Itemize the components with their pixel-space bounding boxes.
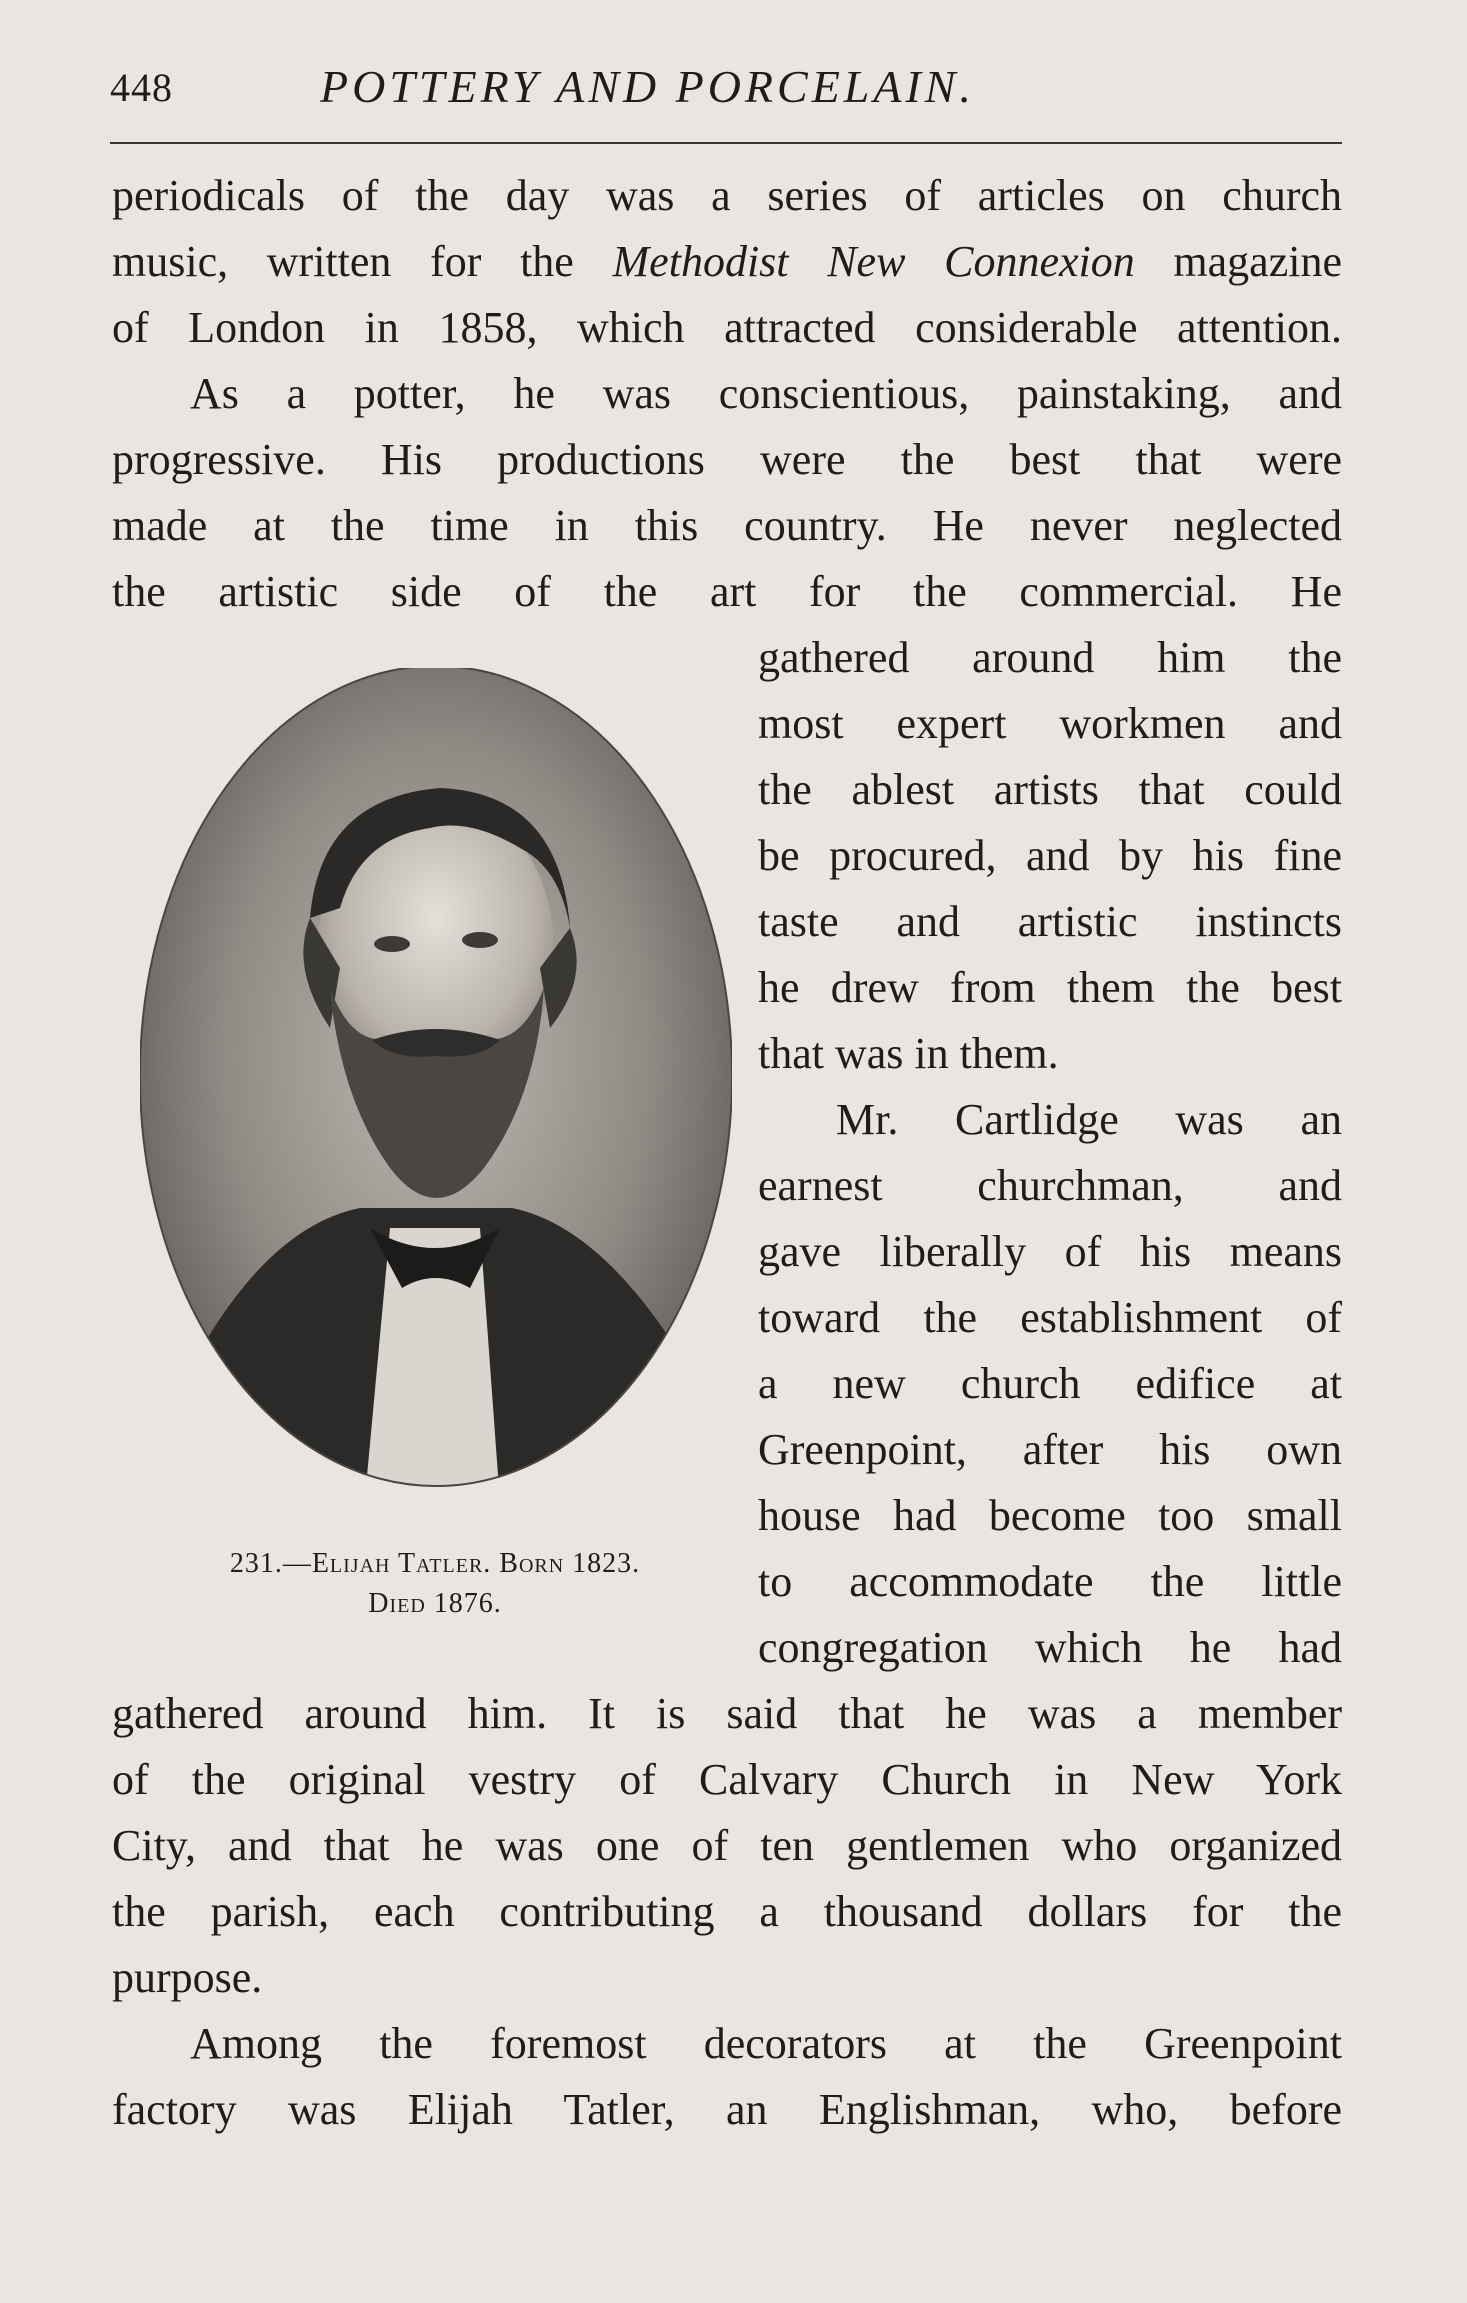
text-line: he drew from them the best bbox=[758, 963, 1342, 1012]
text-line: made at the time in this country. He never neglected bbox=[112, 501, 1342, 550]
text-line: City, and that he was one of ten gentlemen who organized bbox=[112, 1821, 1342, 1870]
text-line: the ablest artists that could bbox=[758, 765, 1342, 814]
text-line: toward the establishment of bbox=[758, 1293, 1342, 1342]
text-line: periodicals of the day was a series of articles on church bbox=[112, 171, 1342, 220]
page-number: 448 bbox=[110, 65, 173, 110]
text-line: gathered around him the bbox=[758, 633, 1342, 682]
text-line: to accommodate the little bbox=[758, 1557, 1342, 1606]
text-line bbox=[112, 236, 1342, 288]
figure-caption: Died 1876. bbox=[368, 1588, 502, 1619]
text-line: earnest churchman, and bbox=[758, 1161, 1342, 1210]
text-line: Greenpoint, after his own bbox=[758, 1425, 1342, 1474]
text-line: gathered around him. It is said that he was a member bbox=[112, 1689, 1342, 1738]
text-run: music, written for the bbox=[112, 237, 613, 286]
text-line: Among the foremost decorators at the Greenpoint bbox=[190, 2019, 1342, 2068]
portrait-figure bbox=[140, 668, 732, 1530]
portrait-image bbox=[140, 668, 732, 1530]
text-line: a new church edifice at bbox=[758, 1359, 1342, 1408]
text-line: of London in 1858, which attracted considerable attention. bbox=[112, 303, 1342, 352]
text-line: the parish, each contributing a thousand dollars for the bbox=[112, 1887, 1342, 1936]
text-line: most expert workmen and bbox=[758, 699, 1342, 748]
text-line: congregation which he had bbox=[758, 1623, 1342, 1672]
text-line: progressive. His productions were the best that were bbox=[112, 435, 1342, 484]
text-line: the artistic side of the art for the commercial. He bbox=[112, 567, 1342, 616]
text-line: purpose. bbox=[112, 1953, 263, 2002]
text-line: of the original vestry of Calvary Church in New York bbox=[112, 1755, 1342, 1804]
text-line: house had become too small bbox=[758, 1491, 1342, 1540]
running-title: POTTERY AND PORCELAIN. bbox=[320, 61, 975, 112]
text-line: factory was Elijah Tatler, an Englishman, who, before bbox=[112, 2085, 1342, 2134]
text-run: magazine bbox=[1134, 237, 1342, 286]
text-line: As a potter, he was conscientious, painstaking, and bbox=[190, 369, 1342, 418]
magazine-title: Methodist New Connexion bbox=[612, 237, 1135, 286]
text-line: taste and artistic instincts bbox=[758, 897, 1342, 946]
text-line: be procured, and by his fine bbox=[758, 831, 1342, 880]
text-line: that was in them. bbox=[758, 1029, 1059, 1078]
text-line: gave liberally of his means bbox=[758, 1227, 1342, 1276]
header-rule bbox=[110, 142, 1342, 144]
text-line: Mr. Cartlidge was an bbox=[836, 1095, 1342, 1144]
figure-caption: 231.—Elijah Tatler. Born 1823. bbox=[229, 1548, 641, 1579]
